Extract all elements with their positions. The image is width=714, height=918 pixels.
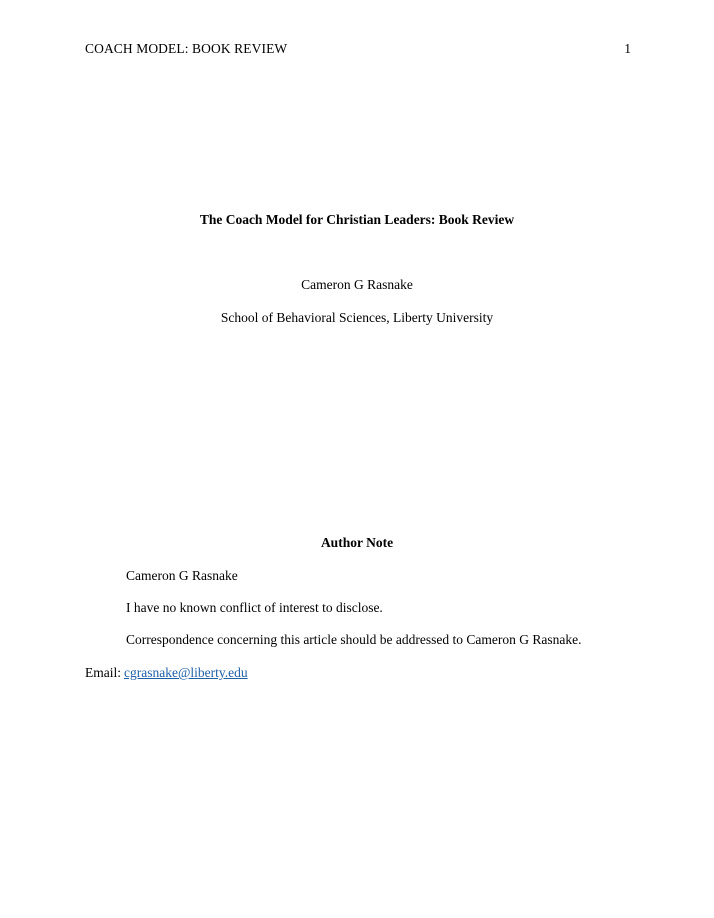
email-link[interactable]: cgrasnake@liberty.edu [124, 665, 248, 680]
paper-title: The Coach Model for Christian Leaders: Book Review [199, 212, 515, 227]
author-affiliation: School of Behavioral Sciences, Liberty University [220, 310, 494, 325]
page-number: 1 [624, 41, 631, 56]
author-note-name: Cameron G Rasnake [126, 568, 238, 583]
email-label: Email: [85, 665, 121, 680]
running-head: COACH MODEL: BOOK REVIEW [85, 41, 288, 56]
author-note-conflict: I have no known conflict of interest to disclose. [126, 600, 383, 615]
author-note-correspondence: Correspondence concerning this article should be addressed to Cameron G Rasnake. [126, 632, 582, 647]
author-note-heading: Author Note [320, 535, 394, 550]
author-name: Cameron G Rasnake [301, 277, 413, 292]
email-line [85, 665, 248, 681]
